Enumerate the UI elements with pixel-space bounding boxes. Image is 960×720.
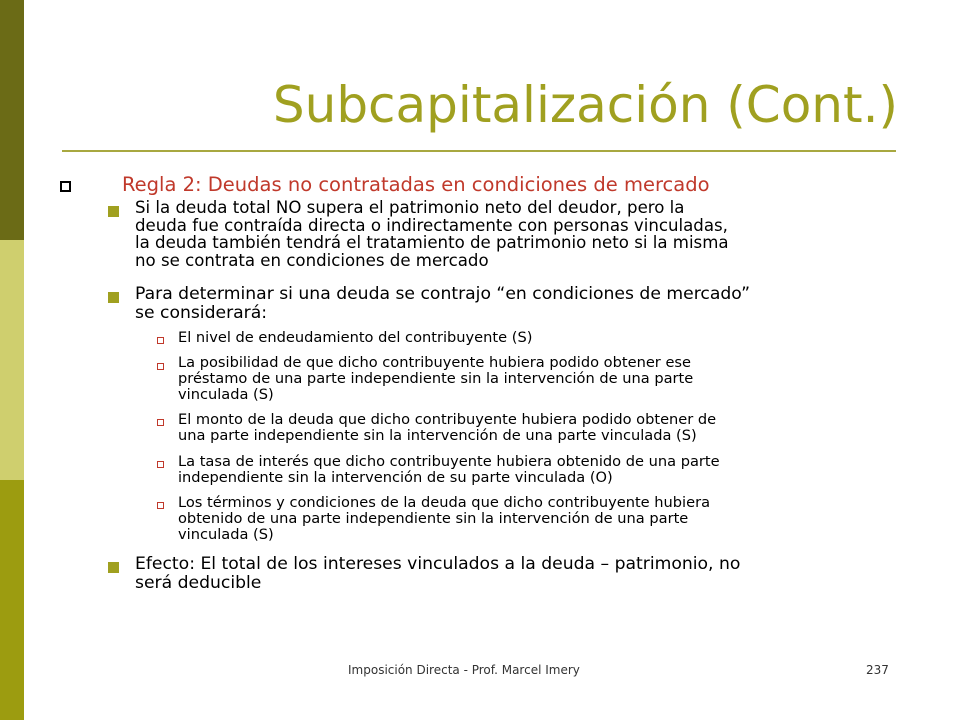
text-line: independiente sin la intervención de su parte vinculada (O) <box>178 468 613 486</box>
slide-title: Subcapitalización (Cont.) <box>272 76 898 134</box>
text-line: Los términos y condiciones de la deuda que dicho contribuyente hubiera <box>178 494 711 511</box>
sub-bullet-text <box>178 355 898 402</box>
level1-heading: Regla 2: Deudas no contratadas en condiciones de mercado <box>122 173 710 196</box>
text-line: Para determinar si una deuda se contrajo “en condiciones de mercado” <box>135 284 751 304</box>
square-bullet-icon <box>157 502 164 509</box>
footer-text: Imposición Directa - Prof. Marcel Imery <box>348 663 580 677</box>
square-bullet-icon <box>157 363 164 370</box>
page-number: 237 <box>866 663 889 677</box>
text-line: una parte independiente sin la intervención de una parte vinculada (S) <box>178 426 697 444</box>
square-bullet-icon <box>157 461 164 468</box>
square-bullet-icon <box>60 181 71 192</box>
text-line: vinculada (S) <box>178 525 274 543</box>
sub-bullet-text <box>178 454 898 486</box>
text-line: vinculada (S) <box>178 385 274 403</box>
sub-bullet-text <box>178 330 898 346</box>
square-bullet-icon <box>108 206 119 217</box>
bullet-text <box>135 555 910 593</box>
text-line: préstamo de una parte independiente sin la intervención de una parte <box>178 369 694 387</box>
square-bullet-icon <box>108 292 119 303</box>
square-bullet-icon <box>157 419 164 426</box>
square-bullet-icon <box>108 562 119 573</box>
text-line: La posibilidad de que dicho contribuyente hubiera podido obtener ese <box>178 354 692 371</box>
text-line: La tasa de interés que dicho contribuyente hubiera obtenido de una parte <box>178 453 720 470</box>
text-line: será deducible <box>135 573 262 593</box>
bullet-text <box>135 199 910 269</box>
square-bullet-icon <box>157 337 164 344</box>
text-line: la deuda también tendrá el tratamiento de patrimonio neto si la misma <box>135 233 729 252</box>
text-line: no se contrata en condiciones de mercado <box>135 250 489 270</box>
text-line: se considerará: <box>135 303 268 323</box>
sub-bullet-text <box>178 412 898 444</box>
text-line: Si la deuda total NO supera el patrimonio neto del deudor, pero la <box>135 198 685 217</box>
text-line: El monto de la deuda que dicho contribuyente hubiera podido obtener de <box>178 411 717 428</box>
bullet-text <box>135 285 910 323</box>
text-line: deuda fue contraída directa o indirectamente con personas vinculadas, <box>135 215 728 235</box>
text-line: Efecto: El total de los intereses vinculados a la deuda – patrimonio, no <box>135 554 741 574</box>
sub-bullet-text <box>178 495 898 542</box>
text-line: El nivel de endeudamiento del contribuyente (S) <box>178 329 533 346</box>
text-line: obtenido de una parte independiente sin la intervención de una parte <box>178 509 689 527</box>
